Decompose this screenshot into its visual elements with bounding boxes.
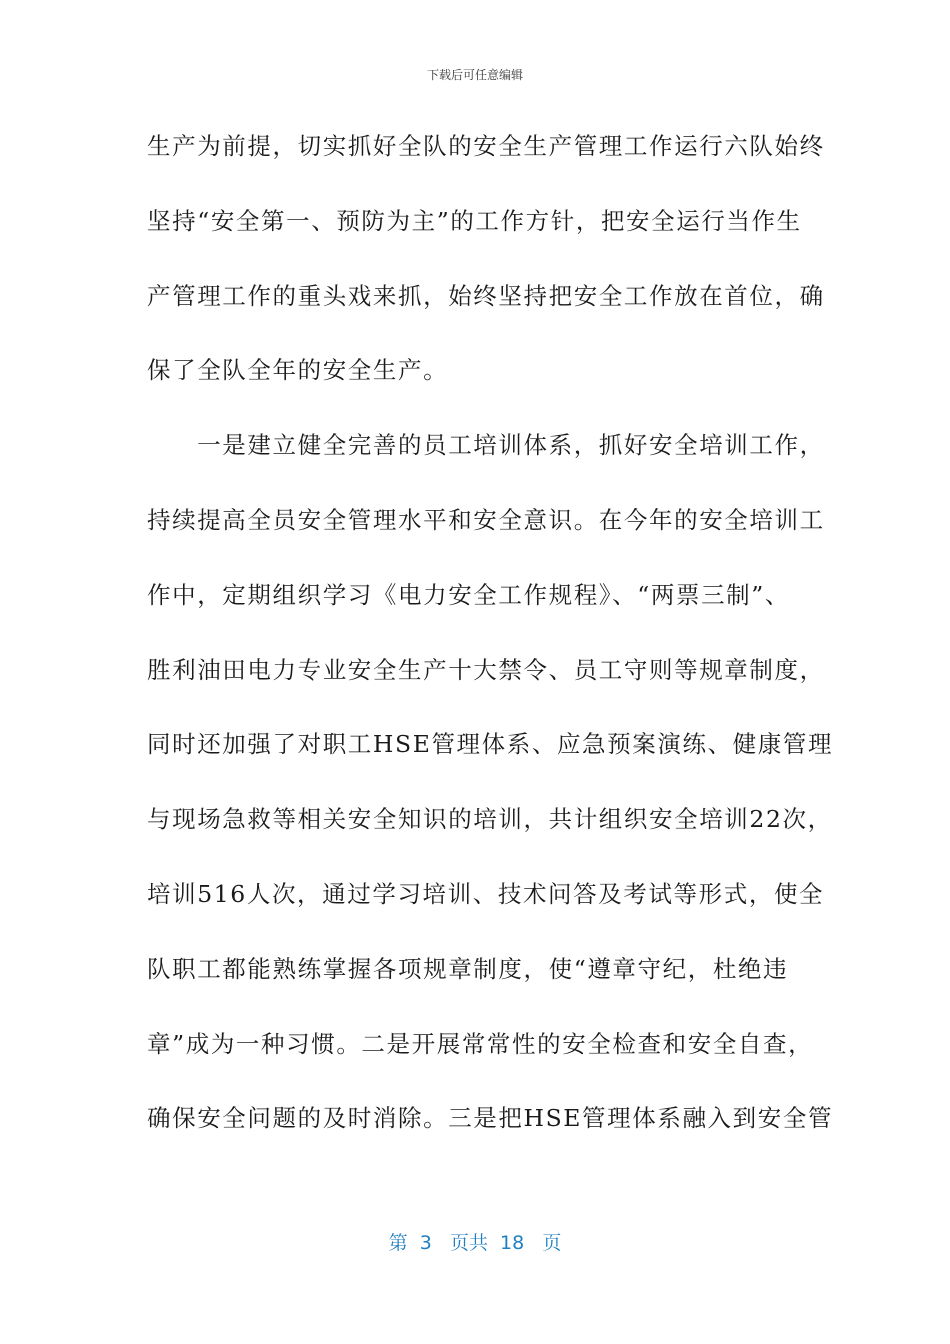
text-line: 培训516人次，通过学习培训、技术问答及考试等形式，使全 [147, 879, 825, 908]
text-line: 作中，定期组织学习《电力安全工作规程》、“两票三制”、 [147, 580, 790, 609]
text-line: 队职工都能熟练掌握各项规章制度，使“遵章守纪，杜绝违 [147, 954, 789, 983]
text-line: 生产为前提，切实抓好全队的安全生产管理工作运行六队始终 [147, 132, 825, 160]
page-header: 下载后可任意编辑 [426, 68, 523, 82]
page-number-footer: 第 3 页共 18 页 [388, 1232, 562, 1254]
text-line: 确保安全问题的及时消除。三是把HSE管理体系融入到安全管 [147, 1104, 834, 1133]
text-line: 产管理工作的重头戏来抓，始终坚持把安全工作放在首位，确 [147, 281, 825, 310]
text-line: 一是建立健全完善的员工培训体系，抓好安全培训工作， [147, 431, 825, 460]
text-line: 章”成为一种习惯。二是开展常常性的安全检查和安全自查， [147, 1029, 814, 1058]
text-line: 持续提高全员安全管理水平和安全意识。在今年的安全培训工 [147, 505, 825, 534]
text-line: 保了全队全年的安全生产。 [147, 356, 449, 385]
text-line: 同时还加强了对职工HSE管理体系、应急预案演练、健康管理 [147, 730, 834, 759]
text-line: 坚持“安全第一、预防为主”的工作方针，把安全运行当作生 [147, 206, 802, 235]
text-line: 胜利油田电力专业安全生产十大禁令、员工守则等规章制度， [147, 655, 825, 684]
text-line: 与现场急救等相关安全知识的培训，共计组织安全培训22次， [147, 805, 833, 834]
document-body [147, 126, 834, 1173]
